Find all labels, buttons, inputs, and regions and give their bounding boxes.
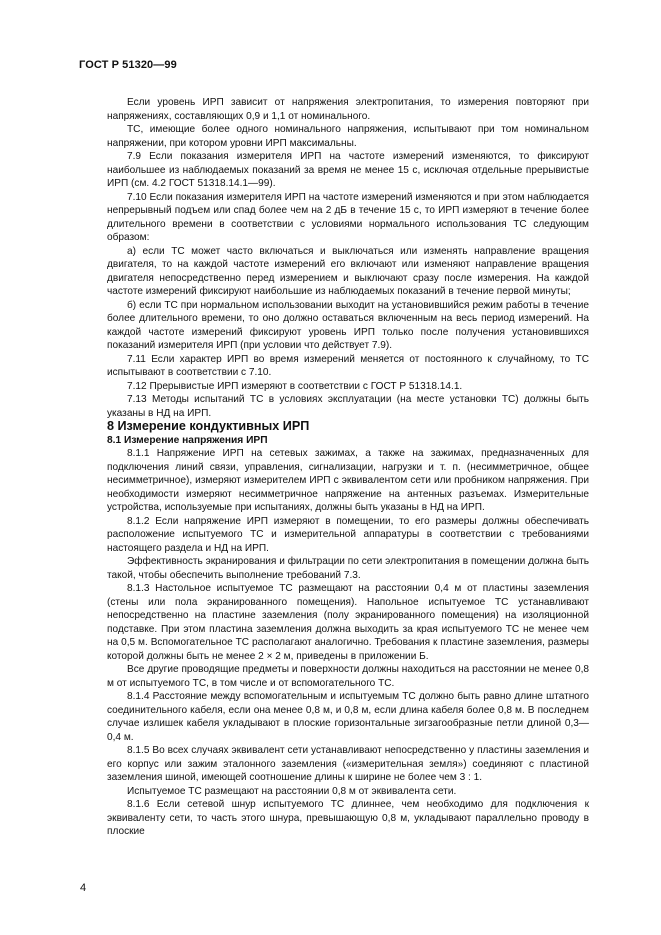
document-code: ГОСТ Р 51320—99 (79, 59, 177, 71)
paragraph: Если уровень ИРП зависит от напряжения электропитания, то измерения повторяют при напряжениях, составляющих 0,9 и 1,1 от номинального. (107, 97, 589, 122)
page-number: 4 (80, 882, 87, 894)
paragraph: 8.1.3 Настольное испытуемое ТС размещают на расстоянии 0,4 м от пластины заземления (стены или пола экранированного помещения). Напольное испытуемое ТС устанавливают непосредственно на пластине заземления (полу экранированного помещения) на изоляционной подставке. При этом пластина заземления должна выходить за края испытуемого ТС не менее чем на 0,5 м. Вспомогательное ТС располагают аналогично. Требования к пластине заземления, размеры которой должны быть не менее 2 × 2 м, приведены в приложении Б. (107, 583, 589, 662)
paragraph: 8.1.2 Если напряжение ИРП измеряют в помещении, то его размеры должны обеспечивать расположение испытуемого ТС и измерительной аппаратуры в соответствии с требованиями настоящего раздела и НД на ИРП. (107, 515, 589, 554)
paragraph: а) если ТС может часто включаться и выключаться или изменять направление вращения двигателя, то на каждой частоте измерений его включают или изменяют направление вращения двигателя непосредственно перед измерением и выключают сразу после измерения. На каждой частоте измерений фиксируют наибольшие из наблюдаемых показаний в течение первой минуты; (107, 245, 589, 297)
paragraph: Все другие проводящие предметы и поверхности должны находиться на расстоянии не менее 0,8 м от испытуемого ТС, в том числе и от вспомогательного ТС. (107, 664, 589, 689)
page-body (107, 96, 589, 839)
paragraph: Испытуемое ТС размещают на расстоянии 0,8 м от эквивалента сети. (127, 785, 457, 797)
paragraph: 7.12 Прерывистые ИРП измеряют в соответствии с ГОСТ Р 51318.14.1. (127, 380, 463, 392)
paragraph: 7.9 Если показания измерителя ИРП на частоте измерений изменяются, то фиксируют наибольшее из наблюдаемых показаний за время не менее 15 с, исключая отдельные прерывистые ИРП (см. 4.2 ГОСТ 51318.14.1—99). (107, 151, 589, 189)
paragraph: 7.10 Если показания измерителя ИРП на частоте измерений изменяются и при этом наблюдается непрерывный подъем или спад более чем на 2 дБ в течение 15 с, то ИРП измеряют в течение более длительного времени в соответствии с условиями нормального использования ТС следующим образом: (107, 191, 589, 243)
paragraph: 8.1.4 Расстояние между вспомогательным и испытуемым ТС должно быть равно длине штатного соединительного кабеля, если она менее 0,8 м, и 0,8 м, если длина кабеля более 0,8 м. В последнем случае излишек кабеля укладывают в плоские горизонтальные зигзагообразные петли длиной 0,3—0,4 м. (107, 691, 589, 743)
paragraph: 8.1.1 Напряжение ИРП на сетевых зажимах, а также на зажимах, предназначенных для подключения линий связи, управления, сигнализации, нагрузки и т. п. (несимметричное, общее несимметричное), измеряют измерителем ИРП с эквивалентом сети или пробником напряжения. При необходимости измеряют несимметричное напряжение на антенных разъемах. Измерительные устройства, используемые при испытаниях, должны быть указаны в НД на ИРП. (107, 448, 589, 513)
paragraph: ТС, имеющие более одного номинального напряжения, испытывают при том номинальном напряжении, при котором уровни ИРП максимальны. (107, 124, 589, 149)
paragraph: 8.1.5 Во всех случаях эквивалент сети устанавливают непосредственно у пластины заземления и его корпус или зажим эталонного заземления («измерительная земля») соединяют с пластиной заземления шиной, имеющей соотношение длины к ширине не более чем 3 : 1. (107, 745, 589, 783)
section-heading: 8 Измерение кондуктивных ИРП (107, 419, 310, 433)
paragraph: Эффективность экранирования и фильтрации по сети электропитания в помещении должна быть такой, чтобы обеспечить выполнение требований 7.3. (107, 556, 589, 581)
paragraph: б) если ТС при нормальном использовании выходит на установившийся режим работы в течение более длительного времени, то оно должно оставаться включенным на весь период измерений. На каждой частоте измерений фиксируют уровень ИРП только после получения установившихся показаний измерителя ИРП (при условии что действует 7.9). (107, 299, 589, 351)
paragraph: 7.13 Методы испытаний ТС в условиях эксплуатации (на месте установки ТС) должны быть указаны в НД на ИРП. (107, 394, 589, 419)
subsection-heading: 8.1 Измерение напряжения ИРП (107, 434, 268, 446)
paragraph: 7.11 Если характер ИРП во время измерений меняется от постоянного к случайному, то ТС испытывают в соответствии с 7.10. (107, 353, 589, 378)
paragraph: 8.1.6 Если сетевой шнур испытуемого ТС длиннее, чем необходимо для подключения к эквиваленту сети, то часть этого шнура, превышающую 0,8 м, укладывают параллельно проводу в плоские (107, 799, 589, 837)
